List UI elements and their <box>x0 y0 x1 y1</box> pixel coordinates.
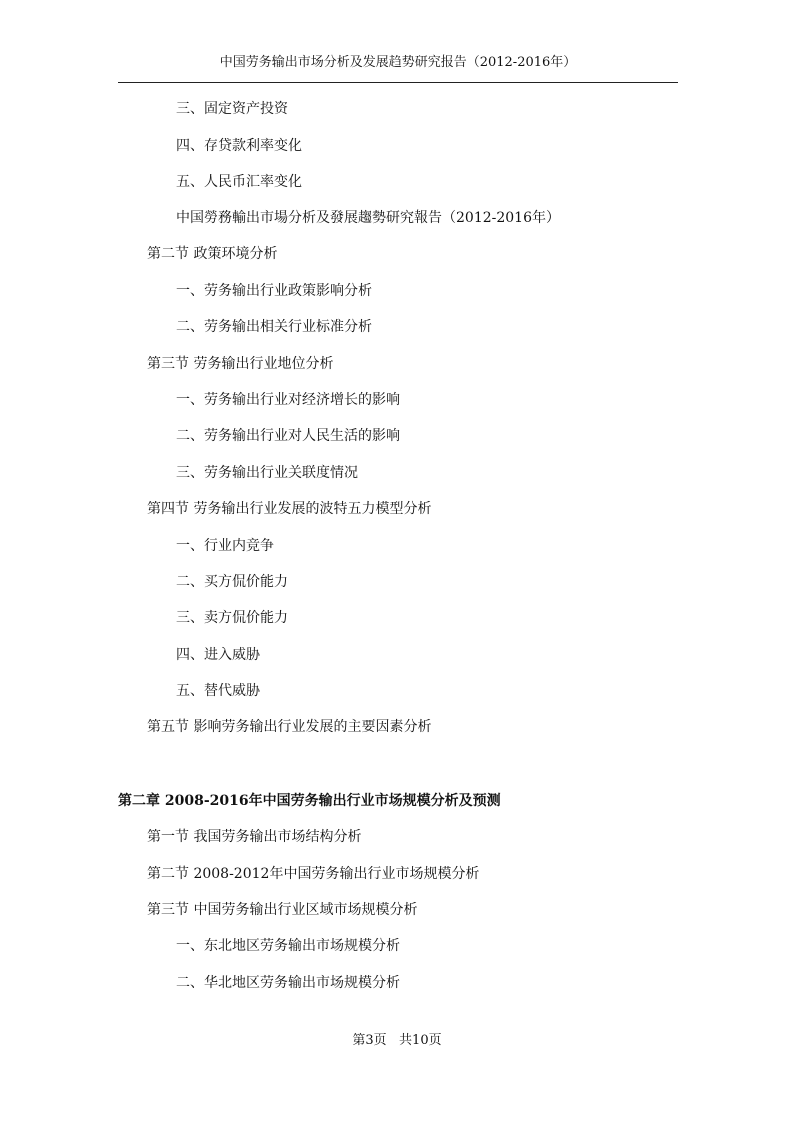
toc-item: 四、进入威胁 <box>176 647 260 663</box>
toc-item: 三、劳务输出行业关联度情况 <box>176 465 358 481</box>
toc-section: 第三节 劳务输出行业地位分析 <box>147 356 334 372</box>
toc-item: 二、华北地区劳务输出市场规模分析 <box>176 975 400 991</box>
toc-section: 第一节 我国劳务输出市场结构分析 <box>147 829 362 845</box>
toc-item: 一、劳务输出行业对经济增长的影响 <box>176 392 400 408</box>
page-number: 第3页 共10页 <box>352 1033 442 1048</box>
page-header-title: 中国劳务输出市场分析及发展趋势研究报告（2012-2016年） <box>219 55 577 70</box>
toc-section: 第二节 2008-2012年中国劳务输出行业市场规模分析 <box>147 866 480 882</box>
toc-section: 第三节 中国劳务输出行业区域市场规模分析 <box>147 902 418 918</box>
toc-section: 第二节 政策环境分析 <box>147 246 278 262</box>
toc-item: 四、存贷款利率变化 <box>176 138 302 154</box>
toc-item: 一、劳务输出行业政策影响分析 <box>176 283 372 299</box>
toc-item: 二、买方侃价能力 <box>176 574 288 590</box>
toc-item: 二、劳务输出行业对人民生活的影响 <box>176 428 400 444</box>
toc-item: 五、替代威胁 <box>176 683 260 699</box>
toc-item: 三、固定资产投资 <box>176 101 288 117</box>
toc-section: 第四节 劳务输出行业发展的波特五力模型分析 <box>147 501 432 517</box>
toc-item: 五、人民币汇率变化 <box>176 174 302 190</box>
toc-chapter: 第二章 2008-2016年中国劳务输出行业市场规模分析及预测 <box>118 793 501 809</box>
toc-item: 一、行业内竞争 <box>176 538 274 554</box>
toc-item: 中国勞務輸出市場分析及發展趨勢研究報告（2012-2016年） <box>176 210 560 226</box>
toc-item: 一、东北地区劳务输出市场规模分析 <box>176 938 400 954</box>
toc-section: 第五节 影响劳务输出行业发展的主要因素分析 <box>147 719 432 735</box>
toc-item: 三、卖方侃价能力 <box>176 610 288 626</box>
toc-item: 二、劳务输出相关行业标准分析 <box>176 319 372 335</box>
